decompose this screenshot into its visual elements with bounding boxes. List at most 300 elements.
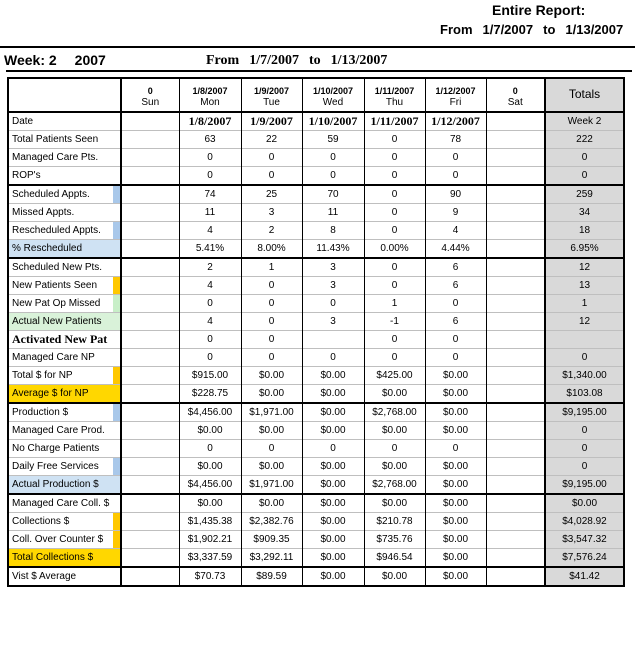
value-cell: 0: [241, 313, 302, 331]
value-cell: $1,971.00: [241, 476, 302, 495]
value-cell: $0.00: [425, 549, 486, 568]
week-title: [4, 52, 124, 68]
table-row: [8, 277, 624, 295]
report-to-label: to: [543, 22, 556, 37]
total-cell: 18: [545, 222, 624, 240]
value-cell: 6: [425, 277, 486, 295]
value-cell: $0.00: [425, 531, 486, 549]
value-cell: $0.00: [179, 494, 241, 513]
value-cell: 78: [425, 131, 486, 149]
value-cell: $2,382.76: [241, 513, 302, 531]
day-header: [486, 78, 545, 112]
total-cell: $41.42: [545, 567, 624, 586]
value-cell: $2,768.00: [364, 403, 425, 422]
value-cell: [121, 112, 179, 131]
value-cell: $0.00: [425, 403, 486, 422]
value-cell: $0.00: [302, 458, 364, 476]
value-cell: [486, 385, 545, 404]
value-cell: 0: [425, 440, 486, 458]
value-cell: $0.00: [425, 458, 486, 476]
value-cell: 0: [425, 295, 486, 313]
value-cell: $0.00: [364, 494, 425, 513]
value-cell: 6: [425, 258, 486, 277]
total-cell: $103.08: [545, 385, 624, 404]
row-label: New Pat Op Missed: [8, 295, 121, 313]
value-cell: $3,292.11: [241, 549, 302, 568]
value-cell: [121, 167, 179, 186]
row-label: Collections $: [8, 513, 121, 531]
total-cell: 13: [545, 277, 624, 295]
value-cell: 0: [179, 349, 241, 367]
table-row: [8, 258, 624, 277]
row-label: Scheduled New Pts.: [8, 258, 121, 277]
value-cell: 0: [179, 331, 241, 349]
value-cell: $0.00: [425, 476, 486, 495]
value-cell: $0.00: [241, 385, 302, 404]
value-cell: $946.54: [364, 549, 425, 568]
header-blank-cell: [8, 78, 121, 112]
value-cell: $89.59: [241, 567, 302, 586]
day-header-name: Sat: [507, 97, 523, 108]
value-cell: [486, 258, 545, 277]
total-cell: 0: [545, 440, 624, 458]
value-cell: 63: [179, 131, 241, 149]
value-cell: 0: [179, 149, 241, 167]
value-cell: $915.00: [179, 367, 241, 385]
report-to-date: 1/13/2007: [565, 22, 624, 37]
value-cell: 0: [241, 295, 302, 313]
value-cell: $0.00: [425, 494, 486, 513]
row-label: Coll. Over Counter $: [8, 531, 121, 549]
value-cell: 4: [179, 222, 241, 240]
value-cell: $1,971.00: [241, 403, 302, 422]
table-row: [8, 385, 624, 404]
value-cell: $909.35: [241, 531, 302, 549]
row-label: Missed Appts.: [8, 204, 121, 222]
value-cell: [121, 513, 179, 531]
totals-header: Totals: [545, 78, 624, 112]
value-cell: 0: [302, 440, 364, 458]
value-cell: [486, 277, 545, 295]
value-cell: $0.00: [179, 458, 241, 476]
row-label: No Charge Patients: [8, 440, 121, 458]
value-cell: 0: [425, 331, 486, 349]
value-cell: 0: [241, 167, 302, 186]
value-cell: 4: [425, 222, 486, 240]
table-row: [8, 112, 624, 131]
row-label: Vist $ Average: [8, 567, 121, 586]
value-cell: 0: [241, 331, 302, 349]
day-header-name: Mon: [200, 97, 220, 108]
total-cell: $7,576.24: [545, 549, 624, 568]
value-cell: $0.00: [364, 567, 425, 586]
table-row: [8, 313, 624, 331]
value-cell: $4,456.00: [179, 476, 241, 495]
value-cell: 0: [302, 349, 364, 367]
value-cell: [486, 422, 545, 440]
day-header-date: 1/8/2007: [192, 86, 228, 96]
value-cell: [486, 549, 545, 568]
value-cell: 4.44%: [425, 240, 486, 259]
day-header-name: Thu: [385, 97, 404, 108]
value-cell: 0: [364, 349, 425, 367]
week-from-label: From: [206, 53, 240, 68]
value-cell: 3: [302, 313, 364, 331]
row-label: Scheduled Appts.: [8, 185, 121, 204]
divider: [0, 46, 635, 48]
divider: [6, 70, 632, 72]
value-cell: [486, 185, 545, 204]
weekly-report-table: [7, 77, 625, 587]
total-cell: 6.95%: [545, 240, 624, 259]
value-cell: [486, 295, 545, 313]
week-year: 2007: [74, 52, 106, 68]
value-cell: 0: [302, 295, 364, 313]
value-cell: $0.00: [364, 385, 425, 404]
value-cell: $0.00: [302, 476, 364, 495]
value-cell: [121, 277, 179, 295]
total-cell: 12: [545, 313, 624, 331]
value-cell: [121, 295, 179, 313]
value-cell: 1/10/2007: [302, 112, 364, 131]
value-cell: [121, 367, 179, 385]
total-cell: $4,028.92: [545, 513, 624, 531]
value-cell: 0: [364, 258, 425, 277]
value-cell: 0.00%: [364, 240, 425, 259]
value-cell: -1: [364, 313, 425, 331]
total-cell: 1: [545, 295, 624, 313]
value-cell: $0.00: [364, 458, 425, 476]
value-cell: 0: [364, 167, 425, 186]
table-row: [8, 185, 624, 204]
total-cell: 12: [545, 258, 624, 277]
value-cell: [121, 204, 179, 222]
row-label: Daily Free Services: [8, 458, 121, 476]
week-label: Week: 2: [4, 52, 57, 68]
value-cell: 0: [364, 185, 425, 204]
value-cell: $0.00: [425, 385, 486, 404]
value-cell: [121, 422, 179, 440]
value-cell: $4,456.00: [179, 403, 241, 422]
row-label: Managed Care Prod.: [8, 422, 121, 440]
value-cell: $1,435.38: [179, 513, 241, 531]
table-row: [8, 149, 624, 167]
value-cell: [486, 367, 545, 385]
day-header-name: Wed: [322, 97, 344, 108]
value-cell: $0.00: [302, 531, 364, 549]
row-label: Activated New Pat: [8, 331, 121, 349]
table-row: [8, 367, 624, 385]
value-cell: [486, 567, 545, 586]
value-cell: [121, 131, 179, 149]
value-cell: $0.00: [302, 385, 364, 404]
table-row: [8, 167, 624, 186]
value-cell: $0.00: [425, 422, 486, 440]
value-cell: 0: [241, 349, 302, 367]
value-cell: [486, 531, 545, 549]
value-cell: [121, 185, 179, 204]
value-cell: 6: [425, 313, 486, 331]
value-cell: [486, 112, 545, 131]
row-label: Total Patients Seen: [8, 131, 121, 149]
value-cell: [121, 494, 179, 513]
table-row: [8, 567, 624, 586]
value-cell: [486, 331, 545, 349]
value-cell: $228.75: [179, 385, 241, 404]
value-cell: $0.00: [179, 422, 241, 440]
value-cell: $0.00: [302, 494, 364, 513]
row-label: Managed Care Pts.: [8, 149, 121, 167]
value-cell: 2: [179, 258, 241, 277]
row-label: Managed Care Coll. $: [8, 494, 121, 513]
value-cell: 9: [425, 204, 486, 222]
value-cell: 0: [302, 167, 364, 186]
day-header-date: 1/12/2007: [435, 86, 476, 96]
value-cell: 11: [179, 204, 241, 222]
value-cell: [121, 531, 179, 549]
value-cell: [486, 167, 545, 186]
value-cell: 8.00%: [241, 240, 302, 259]
table-row: [8, 531, 624, 549]
value-cell: 11: [302, 204, 364, 222]
table-row: [8, 131, 624, 149]
value-cell: 22: [241, 131, 302, 149]
value-cell: 3: [302, 277, 364, 295]
total-cell: 0: [545, 349, 624, 367]
report-from-label: From: [440, 22, 473, 37]
row-label: Actual New Patients: [8, 313, 121, 331]
table-row: [8, 295, 624, 313]
value-cell: [121, 403, 179, 422]
row-label: Average $ for NP: [8, 385, 121, 404]
value-cell: [486, 458, 545, 476]
row-label: New Patients Seen: [8, 277, 121, 295]
row-label: Date: [8, 112, 121, 131]
value-cell: 1/9/2007: [241, 112, 302, 131]
table-row: [8, 513, 624, 531]
value-cell: $0.00: [302, 367, 364, 385]
value-cell: $0.00: [302, 403, 364, 422]
total-cell: $3,547.32: [545, 531, 624, 549]
value-cell: $0.00: [302, 549, 364, 568]
value-cell: 0: [425, 167, 486, 186]
total-cell: [545, 331, 624, 349]
header-row: [8, 78, 624, 112]
table-row: [8, 331, 624, 349]
value-cell: 25: [241, 185, 302, 204]
week-from-date: 1/7/2007: [249, 53, 299, 68]
value-cell: [486, 476, 545, 495]
value-cell: $0.00: [241, 422, 302, 440]
value-cell: $0.00: [425, 367, 486, 385]
value-cell: 0: [241, 440, 302, 458]
value-cell: 5.41%: [179, 240, 241, 259]
value-cell: [486, 222, 545, 240]
value-cell: 1: [364, 295, 425, 313]
value-cell: $735.76: [364, 531, 425, 549]
value-cell: [121, 313, 179, 331]
value-cell: 0: [241, 149, 302, 167]
value-cell: 3: [241, 204, 302, 222]
table-row: [8, 349, 624, 367]
value-cell: 74: [179, 185, 241, 204]
value-cell: 90: [425, 185, 486, 204]
value-cell: [486, 149, 545, 167]
value-cell: [121, 331, 179, 349]
total-cell: 259: [545, 185, 624, 204]
total-cell: $0.00: [545, 494, 624, 513]
total-cell: Week 2: [545, 112, 624, 131]
day-header: [364, 78, 425, 112]
value-cell: [121, 222, 179, 240]
report-from-date: 1/7/2007: [482, 22, 534, 37]
value-cell: 0: [179, 440, 241, 458]
row-label: Total $ for NP: [8, 367, 121, 385]
value-cell: [486, 513, 545, 531]
value-cell: 0: [179, 295, 241, 313]
report-date-range: [440, 22, 633, 37]
value-cell: [486, 240, 545, 259]
value-cell: $0.00: [302, 567, 364, 586]
day-header-date: 0: [147, 86, 153, 96]
value-cell: [121, 549, 179, 568]
total-cell: 34: [545, 204, 624, 222]
value-cell: $0.00: [241, 458, 302, 476]
value-cell: $3,337.59: [179, 549, 241, 568]
value-cell: $0.00: [302, 422, 364, 440]
value-cell: 8: [302, 222, 364, 240]
total-cell: $9,195.00: [545, 403, 624, 422]
day-header: [179, 78, 241, 112]
value-cell: [121, 349, 179, 367]
value-cell: $0.00: [425, 567, 486, 586]
day-header-date: 0: [512, 86, 518, 96]
value-cell: 1/11/2007: [364, 112, 425, 131]
value-cell: 0: [179, 167, 241, 186]
value-cell: 1: [241, 258, 302, 277]
day-header: [425, 78, 486, 112]
value-cell: 4: [179, 277, 241, 295]
table-row: [8, 476, 624, 495]
value-cell: 0: [364, 277, 425, 295]
value-cell: $0.00: [425, 513, 486, 531]
value-cell: [121, 567, 179, 586]
value-cell: 2: [241, 222, 302, 240]
value-cell: $0.00: [241, 367, 302, 385]
report-title: Entire Report:: [492, 2, 586, 18]
value-cell: [121, 458, 179, 476]
table-row: [8, 204, 624, 222]
row-label: Production $: [8, 403, 121, 422]
day-header-date: 1/10/2007: [312, 86, 354, 96]
table-row: [8, 222, 624, 240]
value-cell: [121, 476, 179, 495]
value-cell: 0: [425, 349, 486, 367]
day-header: [302, 78, 364, 112]
total-cell: $1,340.00: [545, 367, 624, 385]
value-cell: 0: [425, 149, 486, 167]
value-cell: $2,768.00: [364, 476, 425, 495]
value-cell: 1/12/2007: [425, 112, 486, 131]
value-cell: 0: [364, 331, 425, 349]
value-cell: 11.43%: [302, 240, 364, 259]
value-cell: [302, 331, 364, 349]
value-cell: [486, 313, 545, 331]
value-cell: 1/8/2007: [179, 112, 241, 131]
value-cell: $425.00: [364, 367, 425, 385]
value-cell: 3: [302, 258, 364, 277]
value-cell: [486, 349, 545, 367]
week-to-label: to: [308, 53, 321, 68]
value-cell: 0: [302, 149, 364, 167]
table-row: [8, 422, 624, 440]
row-label: % Rescheduled: [8, 240, 121, 259]
row-label: Actual Production $: [8, 476, 121, 495]
value-cell: [486, 204, 545, 222]
day-header: [241, 78, 302, 112]
total-cell: 222: [545, 131, 624, 149]
value-cell: [121, 258, 179, 277]
value-cell: [121, 385, 179, 404]
value-cell: 0: [364, 149, 425, 167]
value-cell: 0: [364, 222, 425, 240]
week-to-date: 1/13/2007: [330, 53, 388, 68]
table-row: [8, 458, 624, 476]
day-header-name: Tue: [263, 97, 280, 108]
day-header-name: Sun: [141, 97, 160, 108]
value-cell: [121, 149, 179, 167]
value-cell: [486, 131, 545, 149]
value-cell: 4: [179, 313, 241, 331]
day-header-date: 1/11/2007: [374, 86, 415, 96]
table-row: [8, 240, 624, 259]
value-cell: $0.00: [241, 494, 302, 513]
row-label: Managed Care NP: [8, 349, 121, 367]
week-date-range: [206, 53, 397, 69]
value-cell: $210.78: [364, 513, 425, 531]
day-header-name: Fri: [449, 97, 462, 108]
total-cell: $9,195.00: [545, 476, 624, 495]
value-cell: 0: [364, 131, 425, 149]
value-cell: $0.00: [364, 422, 425, 440]
value-cell: 59: [302, 131, 364, 149]
row-label: Total Collections $: [8, 549, 121, 568]
value-cell: $0.00: [302, 513, 364, 531]
value-cell: 70: [302, 185, 364, 204]
table-row: [8, 494, 624, 513]
value-cell: [486, 403, 545, 422]
day-header: [121, 78, 179, 112]
table-row: [8, 403, 624, 422]
value-cell: 0: [364, 204, 425, 222]
row-label: ROP's: [8, 167, 121, 186]
value-cell: 0: [241, 277, 302, 295]
value-cell: [121, 440, 179, 458]
total-cell: 0: [545, 167, 624, 186]
table-row: [8, 549, 624, 568]
value-cell: [486, 494, 545, 513]
value-cell: 0: [364, 440, 425, 458]
total-cell: 0: [545, 458, 624, 476]
row-label: Rescheduled Appts.: [8, 222, 121, 240]
value-cell: $70.73: [179, 567, 241, 586]
table-row: [8, 440, 624, 458]
day-header-date: 1/9/2007: [253, 86, 290, 96]
value-cell: [121, 240, 179, 259]
total-cell: 0: [545, 149, 624, 167]
value-cell: $1,902.21: [179, 531, 241, 549]
total-cell: 0: [545, 422, 624, 440]
